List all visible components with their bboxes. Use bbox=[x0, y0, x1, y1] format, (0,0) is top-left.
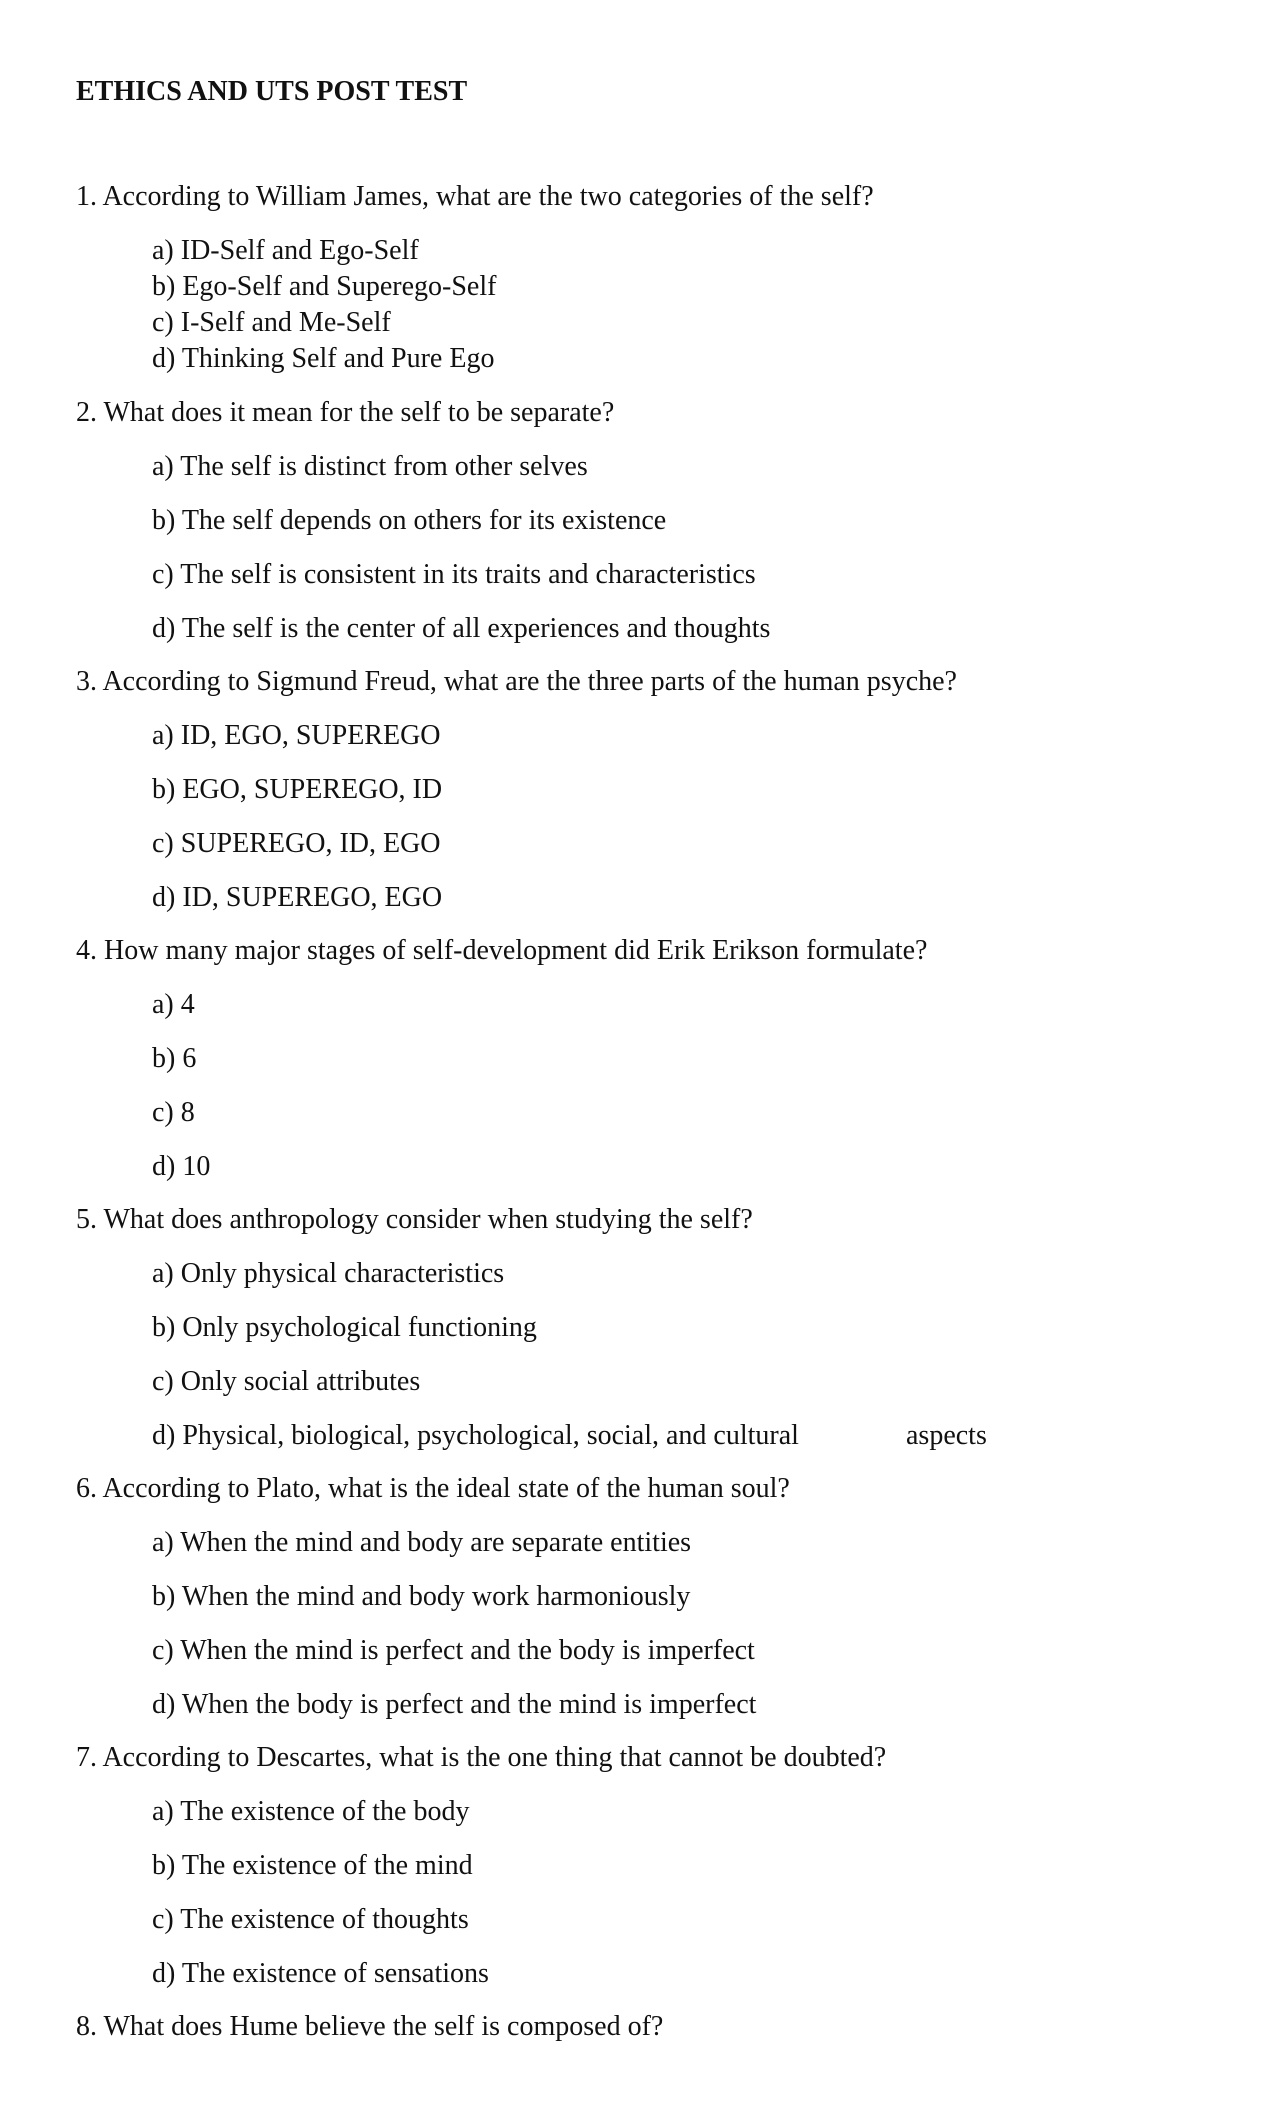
question-7-option-d: d) The existence of sensations bbox=[152, 1958, 489, 1989]
question-5-option-d-tail: aspects bbox=[906, 1420, 987, 1451]
question-5-option-a: a) Only physical characteristics bbox=[152, 1258, 505, 1289]
question-2-option-b: b) The self depends on others for its existence bbox=[152, 505, 667, 536]
question-3-option-b: b) EGO, SUPEREGO, ID bbox=[152, 774, 443, 805]
question-5-option-c: c) Only social attributes bbox=[152, 1366, 421, 1397]
question-8: 8. What does Hume believe the self is composed of? bbox=[76, 2011, 664, 2042]
question-6: 6. According to Plato, what is the ideal state of the human soul? bbox=[76, 1473, 790, 1504]
question-7-option-a: a) The existence of the body bbox=[152, 1796, 470, 1827]
question-2: 2. What does it mean for the self to be separate? bbox=[76, 397, 615, 428]
question-1-option-d: d) Thinking Self and Pure Ego bbox=[152, 343, 495, 374]
question-6-option-a: a) When the mind and body are separate entities bbox=[152, 1527, 692, 1558]
question-1-option-b: b) Ego-Self and Superego-Self bbox=[152, 271, 497, 302]
question-6-option-c: c) When the mind is perfect and the body is imperfect bbox=[152, 1635, 755, 1666]
page-title: ETHICS AND UTS POST TEST bbox=[76, 76, 468, 107]
question-3-option-a: a) ID, EGO, SUPEREGO bbox=[152, 720, 441, 751]
question-7-option-b: b) The existence of the mind bbox=[152, 1850, 473, 1881]
question-4: 4. How many major stages of self-development did Erik Erikson formulate? bbox=[76, 935, 928, 966]
question-6-option-b: b) When the mind and body work harmoniously bbox=[152, 1581, 691, 1612]
question-4-option-d: d) 10 bbox=[152, 1151, 211, 1182]
question-1-option-a: a) ID-Self and Ego-Self bbox=[152, 235, 419, 266]
question-3-option-d: d) ID, SUPEREGO, EGO bbox=[152, 882, 443, 913]
question-3-option-c: c) SUPEREGO, ID, EGO bbox=[152, 828, 441, 859]
question-2-option-c: c) The self is consistent in its traits and characteristics bbox=[152, 559, 756, 590]
question-6-option-d: d) When the body is perfect and the mind is imperfect bbox=[152, 1689, 757, 1720]
question-7: 7. According to Descartes, what is the one thing that cannot be doubted? bbox=[76, 1742, 887, 1773]
question-7-option-c: c) The existence of thoughts bbox=[152, 1904, 469, 1935]
question-4-option-c: c) 8 bbox=[152, 1097, 195, 1128]
question-5: 5. What does anthropology consider when studying the self? bbox=[76, 1204, 753, 1235]
question-1-option-c: c) I-Self and Me-Self bbox=[152, 307, 391, 338]
question-2-option-d: d) The self is the center of all experiences and thoughts bbox=[152, 613, 771, 644]
question-5-option-b: b) Only psychological functioning bbox=[152, 1312, 537, 1343]
question-4-option-b: b) 6 bbox=[152, 1043, 197, 1074]
question-3: 3. According to Sigmund Freud, what are the three parts of the human psyche? bbox=[76, 666, 957, 697]
question-4-option-a: a) 4 bbox=[152, 989, 195, 1020]
question-5-option-d: d) Physical, biological, psychological, social, and cultural bbox=[152, 1420, 799, 1451]
question-2-option-a: a) The self is distinct from other selves bbox=[152, 451, 588, 482]
question-1: 1. According to William James, what are the two categories of the self? bbox=[76, 181, 874, 212]
